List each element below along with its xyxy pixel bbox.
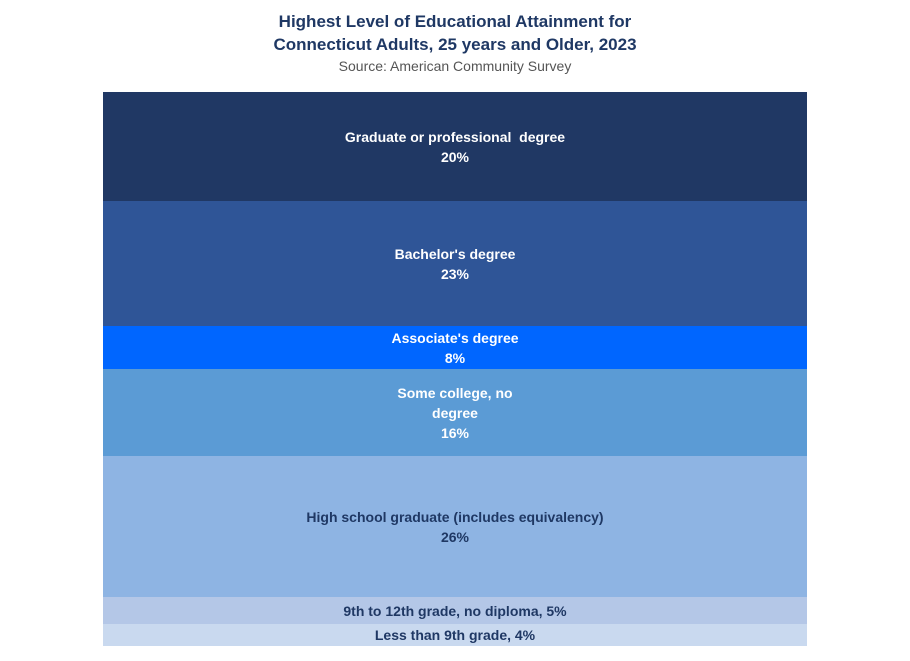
bar-segment xyxy=(103,456,807,597)
segment-value-label: Less than 9th grade, 4% xyxy=(374,627,536,643)
segment-name: Bachelor's degree xyxy=(394,245,516,262)
chart-title xyxy=(0,10,910,56)
bar-segment xyxy=(103,326,807,369)
segment-name-line: Some college, no xyxy=(397,384,513,401)
segment-label xyxy=(391,328,518,368)
bar-segment xyxy=(103,201,807,326)
stacked-bar-chart xyxy=(103,92,807,646)
chart-subtitle: Source: American Community Survey xyxy=(338,58,572,74)
segment-label xyxy=(345,127,565,167)
segment-name: High school graduate (includes equivalency) xyxy=(306,508,604,525)
segment-label xyxy=(395,244,516,284)
segment-value-label: 8% xyxy=(444,349,466,366)
segment-value-label: 16% xyxy=(440,424,469,441)
segment-value-label: 26% xyxy=(440,528,469,545)
segment-name-line: degree xyxy=(432,404,478,421)
chart-title-text: Highest Level of Educational Attainment for Connecticut Adults, 25 years and Older, 2023 xyxy=(273,12,637,54)
segment-value-label: 23% xyxy=(440,265,469,282)
bar-segment xyxy=(103,92,807,201)
segment-value-label: 9th to 12th grade, no diploma, 5% xyxy=(343,602,567,619)
bar-segment xyxy=(103,597,807,624)
segment-name: Associate's degree xyxy=(391,329,519,346)
bar-segment xyxy=(103,624,807,646)
segment-label xyxy=(375,625,535,645)
bar-segment xyxy=(103,369,807,456)
segment-label xyxy=(306,507,603,547)
segment-label xyxy=(397,383,512,443)
segment-label xyxy=(343,601,566,621)
segment-name: Graduate or professional degree xyxy=(344,128,566,145)
segment-value-label: 20% xyxy=(440,148,469,165)
